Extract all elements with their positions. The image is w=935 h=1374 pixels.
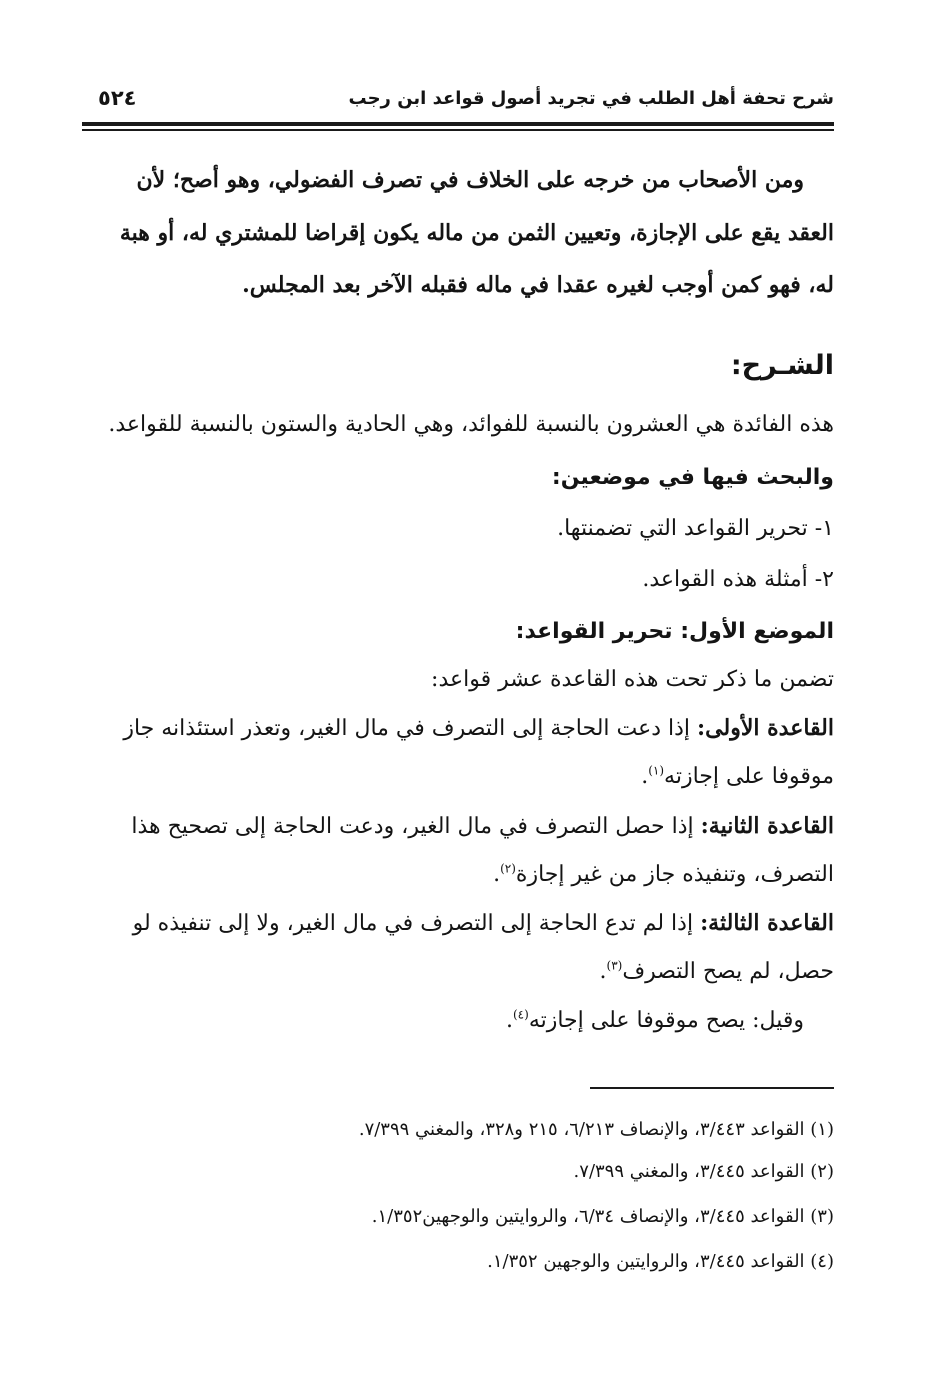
running-header	[88, 84, 834, 118]
footnote-ref-1: (١)	[648, 763, 665, 778]
footnote-2: (٢) القواعد ٣/٤٤٥، والمغني ٧/٣٩٩.	[573, 1161, 834, 1182]
topic-item-2: ٢- أمثلة هذه القواعد.	[642, 567, 834, 592]
rule-3-line-1	[82, 906, 834, 941]
footnote-1: (١) القواعد ٣/٤٤٣، والإنصاف ٦/٢١٣، ٢١٥ و٣٢٨، والمغني ٧/٣٩٩.	[358, 1119, 834, 1140]
qil-line	[82, 1004, 834, 1038]
rule-3-line-2	[82, 955, 834, 989]
first-topic-heading: الموضع الأول: تحرير القواعد:	[515, 619, 834, 644]
rule-1-label: القاعدة الأولى:	[697, 715, 834, 741]
rule-1-text-end: موقوفا على إجازته	[664, 764, 834, 789]
rule-3-period: .	[599, 959, 607, 984]
rule-3-text-end: حصل، لم يصح التصرف	[622, 959, 834, 984]
footnote-3: (٣) القواعد ٣/٤٤٥، والإنصاف ٦/٣٤، والروايتين والوجهين١/٣٥٢.	[371, 1206, 834, 1227]
rule-2-text-end: التصرف، وتنفيذه جاز من غير إجازة	[515, 862, 834, 887]
page-number: ٥٢٤	[98, 86, 137, 110]
rule-1-line-1	[82, 711, 834, 746]
matn-line-2: العقد يقع على الإجازة، وتعيين الثمن من ماله يكون إقراضا للمشتري له، أو هبة	[119, 220, 834, 246]
rule-2-line-1	[82, 809, 834, 844]
footnote-ref-4: (٤)	[512, 1007, 529, 1022]
footnote-ref-3: (٣)	[606, 958, 623, 973]
rule-2-line-2	[82, 858, 834, 892]
rule-3-label: القاعدة الثالثة:	[700, 910, 834, 936]
running-title: شرح تحفة أهل الطلب في تجريد أصول قواعد ابن رجب	[348, 88, 834, 109]
qil-text: وقيل: يصح موقوفا على إجازته	[528, 1008, 804, 1033]
footnote-separator	[590, 1087, 834, 1089]
intro-line: هذه الفائدة هي العشرون بالنسبة للفوائد، وهي الحادية والستون بالنسبة للقواعد.	[108, 412, 834, 437]
rule-2-label: القاعدة الثانية:	[700, 813, 834, 839]
rule-1-text: إذا دعت الحاجة إلى التصرف في مال الغير، وتعذر استئذانه جاز	[123, 716, 691, 741]
topic-item-1: ١- تحرير القواعد التي تضمنتها.	[557, 516, 834, 541]
rule-2-text: إذا حصل التصرف في مال الغير، ودعت الحاجة إلى تصحيح هذا	[131, 814, 694, 839]
sharh-heading: الشـرح:	[730, 350, 834, 381]
rule-1-period: .	[641, 764, 649, 789]
first-topic-intro: تضمن ما ذكر تحت هذه القاعدة عشر قواعد:	[431, 667, 834, 692]
header-rule-thin	[82, 129, 834, 131]
rule-1-line-2	[82, 760, 834, 794]
rule-3-text: إذا لم تدع الحاجة إلى التصرف في مال الغير، ولا إلى تنفيذه لو	[132, 911, 694, 936]
matn-line-1: ومن الأصحاب من خرجه على الخلاف في تصرف الفضولي، وهو أصح؛ لأن	[136, 167, 804, 193]
rule-2-period: .	[493, 862, 501, 887]
header-rule-thick	[82, 122, 834, 126]
topics-heading: والبحث فيها في موضعين:	[551, 465, 834, 490]
matn-line-3: له، فهو كمن أوجب لغيره عقدا في ماله فقبله الآخر بعد المجلس.	[242, 272, 834, 298]
qil-period: .	[505, 1008, 513, 1033]
footnote-ref-2: (٢)	[500, 861, 516, 876]
footnote-4: (٤) القواعد ٣/٤٤٥، والروايتين والوجهين ١/٣٥٢.	[487, 1251, 834, 1272]
